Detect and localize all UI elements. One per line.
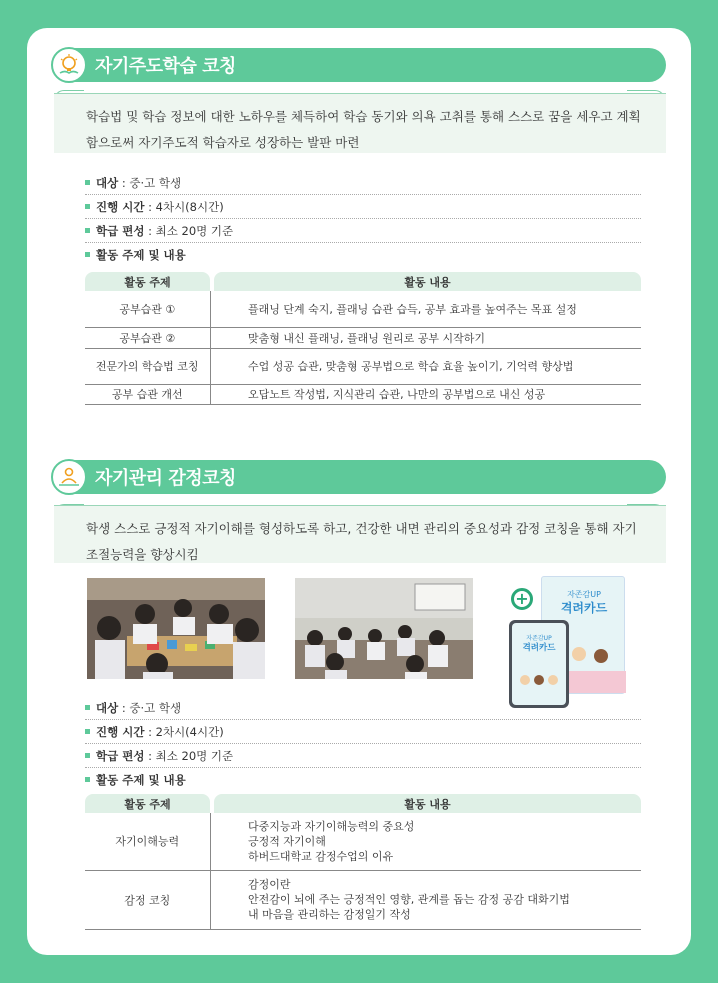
plus-icon: + xyxy=(511,588,533,610)
person-heart-icon xyxy=(51,459,87,495)
bullet-icon xyxy=(85,228,90,233)
table-row: 감정 코칭 감정이란 안전감이 뇌에 주는 긍정적인 영향, 관계를 돕는 감정 공감 대화기법 내 마음을 관리하는 감정일기 작성 xyxy=(85,870,641,929)
section-header-self-study xyxy=(55,48,666,82)
table-row: 공부습관 ① 플래닝 단계 숙지, 플래닝 습관 습득, 공부 효과를 높여주는 목표 설정 xyxy=(85,291,641,327)
table-row: 전문가의 학습법 코칭 수업 성공 습관, 맞춤형 공부법으로 학습 효율 높이기, 기억력 향상법 xyxy=(85,348,641,384)
info-target: 대상 : 중·고 학생 xyxy=(85,696,641,720)
table-header: 활동 내용 xyxy=(214,272,641,291)
table-row: 공부 습관 개선 오답노트 작성법, 지식관리 습관, 나만의 공부법으로 내신 성공 xyxy=(85,384,641,404)
bullet-icon xyxy=(85,729,90,734)
info-class: 학급 편성 : 최소 20명 기준 xyxy=(85,219,641,243)
table-header: 활동 내용 xyxy=(214,794,641,813)
card-box-back: 자존감UP 격려카드 xyxy=(541,576,625,694)
description-line: 함으로써 자기주도적 학습자로 성장하는 발판 마련 xyxy=(86,135,360,150)
activity-table xyxy=(85,794,641,930)
classroom-photo xyxy=(295,578,473,679)
bullet-icon xyxy=(85,180,90,185)
bullet-icon xyxy=(85,753,90,758)
info-time: 진행 시간 : 2차시(4시간) xyxy=(85,720,641,744)
info-topic: 활동 주제 및 내용 xyxy=(85,243,641,267)
description-line: 학습법 및 학습 정보에 대한 노하우를 체득하여 학습 동기와 의욕 고취를 통해 스스로 꿈을 세우고 계획 xyxy=(86,109,641,124)
bullet-icon xyxy=(85,204,90,209)
activity-table xyxy=(85,272,641,405)
encouragement-card-image xyxy=(507,576,627,714)
bullet-icon xyxy=(85,777,90,782)
table-row: 공부습관 ② 맞춤형 내신 플래닝, 플래닝 원리로 공부 시작하기 xyxy=(85,327,641,348)
description-line: 조절능력을 향상시킴 xyxy=(86,547,199,562)
info-topic: 활동 주제 및 내용 xyxy=(85,768,641,792)
card-box-front: 자존감UP 격려카드 xyxy=(509,620,569,708)
description-line: 학생 스스로 긍정적 자기이해를 형성하도록 하고, 건강한 내면 관리의 중요성과 감정 코칭을 통해 자기 xyxy=(86,521,637,536)
info-target: 대상 : 중·고 학생 xyxy=(85,171,641,195)
section-title: 자기주도학습 코칭 xyxy=(95,56,236,77)
table-row: 자기이해능력 다중지능과 자기이해능력의 중요성 긍정적 자기이해 하버드대학교 감정수업의 이유 xyxy=(85,813,641,870)
page-paper xyxy=(27,28,691,955)
section-header-emotion xyxy=(55,460,666,494)
section-description xyxy=(54,505,666,563)
section-description xyxy=(54,93,666,153)
bullet-icon xyxy=(85,252,90,257)
table-header: 활동 주제 xyxy=(85,272,210,291)
bullet-icon xyxy=(85,705,90,710)
info-time: 진행 시간 : 4차시(8시간) xyxy=(85,195,641,219)
section-title: 자기관리 감정코칭 xyxy=(95,468,236,489)
table-header: 활동 주제 xyxy=(85,794,210,813)
info-class: 학급 편성 : 최소 20명 기준 xyxy=(85,744,641,768)
classroom-photo xyxy=(87,578,265,679)
lightbulb-book-icon xyxy=(51,47,87,83)
